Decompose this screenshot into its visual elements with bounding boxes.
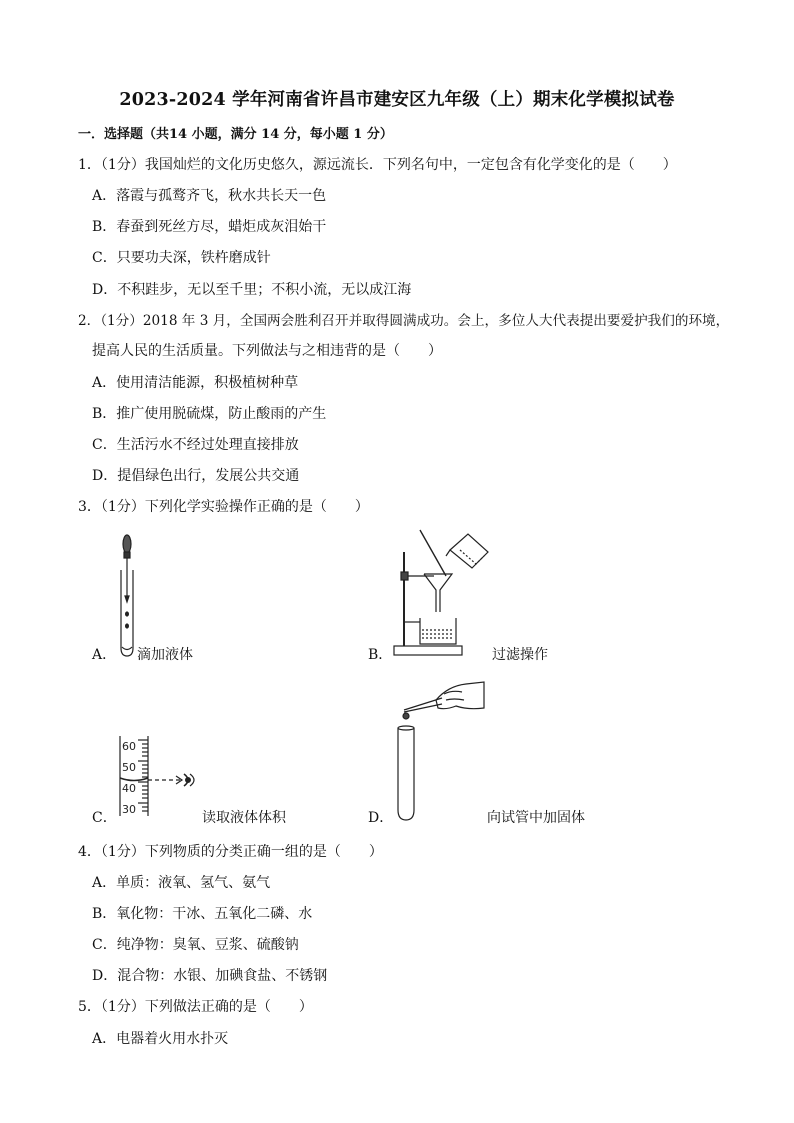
q3-option-a-letter: A． <box>92 647 117 663</box>
question-1-option-a: A．落霞与孤鹜齐飞，秋水共长天一色 <box>92 188 327 204</box>
question-2-option-a: A．使用清洁能源，积极植树种草 <box>92 375 299 391</box>
question-1-option-b: B．春蚕到死丝方尽，蜡炬成灰泪始干 <box>92 219 327 235</box>
q3-option-c-letter: C． <box>92 810 117 826</box>
q3-option-d-caption: 向试管中加固体 <box>487 810 585 826</box>
q3-option-d-letter: D． <box>368 810 394 826</box>
question-4-stem: 4．（1分）下列物质的分类正确一组的是（ ） <box>78 844 383 860</box>
graduated-cylinder-figure <box>118 734 208 820</box>
question-2-option-b: B．推广使用脱硫煤，防止酸雨的产生 <box>92 406 327 422</box>
question-3-stem: 3．（1分）下列化学实验操作正确的是（ ） <box>78 499 369 515</box>
question-4-option-b: B．氧化物：干冰、五氧化二磷、水 <box>92 906 313 922</box>
question-5-stem: 5．（1分）下列做法正确的是（ ） <box>78 999 313 1015</box>
section-heading: 一．选择题（共14 小题，满分 14 分，每小题 1 分） <box>78 127 393 142</box>
question-1-option-d: D．不积跬步，无以至千里；不积小流，无以成江海 <box>92 282 412 298</box>
cylinder-tick-40: 40 <box>122 782 136 795</box>
q3-option-b-letter: B． <box>368 647 393 663</box>
question-5-option-a: A．电器着火用水扑灭 <box>92 1031 229 1047</box>
question-2-option-d: D．提倡绿色出行，发展公共交通 <box>92 468 300 484</box>
test-tube-solid-figure <box>392 680 492 820</box>
question-2-option-c: C．生活污水不经过处理直接排放 <box>92 437 299 453</box>
question-4-option-c: C．纯净物：臭氧、豆浆、硫酸钠 <box>92 937 299 953</box>
question-4-option-a: A．单质：液氧、氢气、氨气 <box>92 875 271 891</box>
question-2-stem-line1: 2．（1分）2018 年 3 月，全国两会胜利召开并取得圆满成功。会上，多位人大代表提出要爱护我们的环境， <box>78 313 730 329</box>
question-1-option-c: C．只要功夫深，铁杵磨成针 <box>92 250 271 266</box>
question-4-option-d: D．混合物：水银、加碘食盐、不锈钢 <box>92 968 328 984</box>
q3-option-c-caption: 读取液体体积 <box>202 810 286 826</box>
filtration-figure <box>390 528 500 660</box>
exam-title: 2023-2024 学年河南省许昌市建安区九年级（上）期末化学模拟试卷 <box>119 90 675 110</box>
cylinder-tick-30: 30 <box>122 803 136 816</box>
q3-option-b-caption: 过滤操作 <box>492 647 548 663</box>
q3-option-a-caption: 滴加液体 <box>137 647 193 663</box>
cylinder-tick-50: 50 <box>122 761 136 774</box>
question-2-stem-line2: 提高人民的生活质量。下列做法与之相违背的是（ ） <box>92 343 442 359</box>
cylinder-tick-60: 60 <box>122 740 136 753</box>
dropper-figure <box>112 530 152 660</box>
question-1-stem: 1．（1分）我国灿烂的文化历史悠久，源远流长．下列名句中，一定包含有化学变化的是（ ） <box>78 157 677 173</box>
